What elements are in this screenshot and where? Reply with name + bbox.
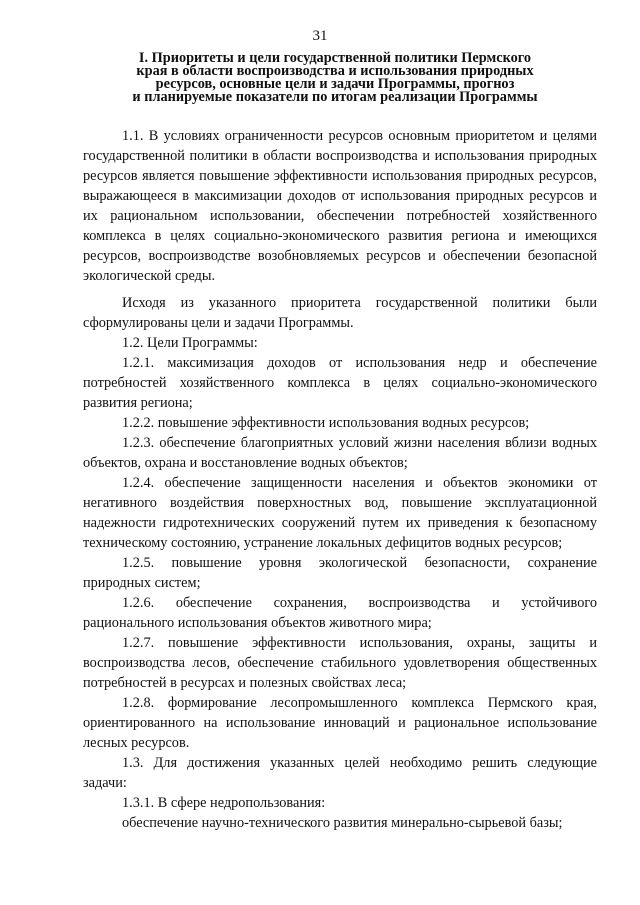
paragraph-priority: Исходя из указанного приоритета государственной политики были сформулированы цели и задачи Программы. — [83, 295, 597, 331]
paragraph-1-2-3: 1.2.3. обеспечение благоприятных условий жизни населения вблизи водных объектов, охрана и восстановление водных объектов; — [83, 435, 597, 471]
paragraph-1-3: 1.3. Для достижения указанных целей необходимо решить следующие задачи: — [83, 755, 597, 791]
heading-line: и планируемые показатели по итогам реализации Программы — [132, 89, 538, 105]
paragraph-1-2-1: 1.2.1. максимизация доходов от использования недр и обеспечение потребностей хозяйственного комплекса в целях социально-экономического развития региона; — [83, 355, 597, 411]
paragraph-1-2-8: 1.2.8. формирование лесопромышленного комплекса Пермского края, ориентированного на использование инноваций и рациональное использование лесных ресурсов. — [83, 695, 597, 751]
paragraph-1-3-1: 1.3.1. В сфере недропользования: — [122, 795, 326, 811]
paragraph-1-2-2: 1.2.2. повышение эффективности использования водных ресурсов; — [122, 415, 530, 431]
paragraph-1-2-6: 1.2.6. обеспечение сохранения, воспроизводства и устойчивого рационального использования объектов животного мира; — [83, 595, 597, 631]
paragraph-task: обеспечение научно-технического развития минерально-сырьевой базы; — [122, 815, 563, 831]
heading-line: ресурсов, основные цели и задачи Программы, прогноз — [155, 76, 515, 92]
heading-line: края в области воспроизводства и использования природных — [136, 63, 534, 79]
paragraph-1-2-5: 1.2.5. повышение уровня экологической безопасности, сохранение природных систем; — [83, 555, 597, 591]
paragraph-1-2-7: 1.2.7. повышение эффективности использования, охраны, защиты и воспроизводства лесов, обеспечение стабильного удовлетворения общественных потребностей в ресурсах и полезных свойствах леса; — [83, 635, 597, 691]
heading-line: I. Приоритеты и цели государственной политики Пермского — [138, 50, 532, 66]
paragraph-1-2: 1.2. Цели Программы: — [122, 335, 258, 351]
paragraph-1-1: 1.1. В условиях ограниченности ресурсов основным приоритетом и целями государственной политики в области воспроизводства и использования природных ресурсов является повышение эффективности использования природных ресурсов, выражающееся в максимизации доходов от использования природных ресурсов и их рациональном использовании, обеспечении потребностей хозяйственного комплекса в целях социально-экономического развития региона и имеющихся ресурсов, воспроизводстве возобновляемых ресурсов и обеспечении безопасной экологической среды. — [83, 128, 597, 284]
document-body — [83, 126, 597, 833]
section-heading — [108, 52, 562, 104]
page-number: 31 — [312, 28, 328, 44]
paragraph-1-2-4: 1.2.4. обеспечение защищенности населения и объектов экономики от негативного воздействия поверхностных вод, повышение эксплуатационной надежности гидротехнических сооружений путем их приведения к безопасному техническому состоянию, устранение локальных дефицитов водных ресурсов; — [83, 475, 597, 551]
